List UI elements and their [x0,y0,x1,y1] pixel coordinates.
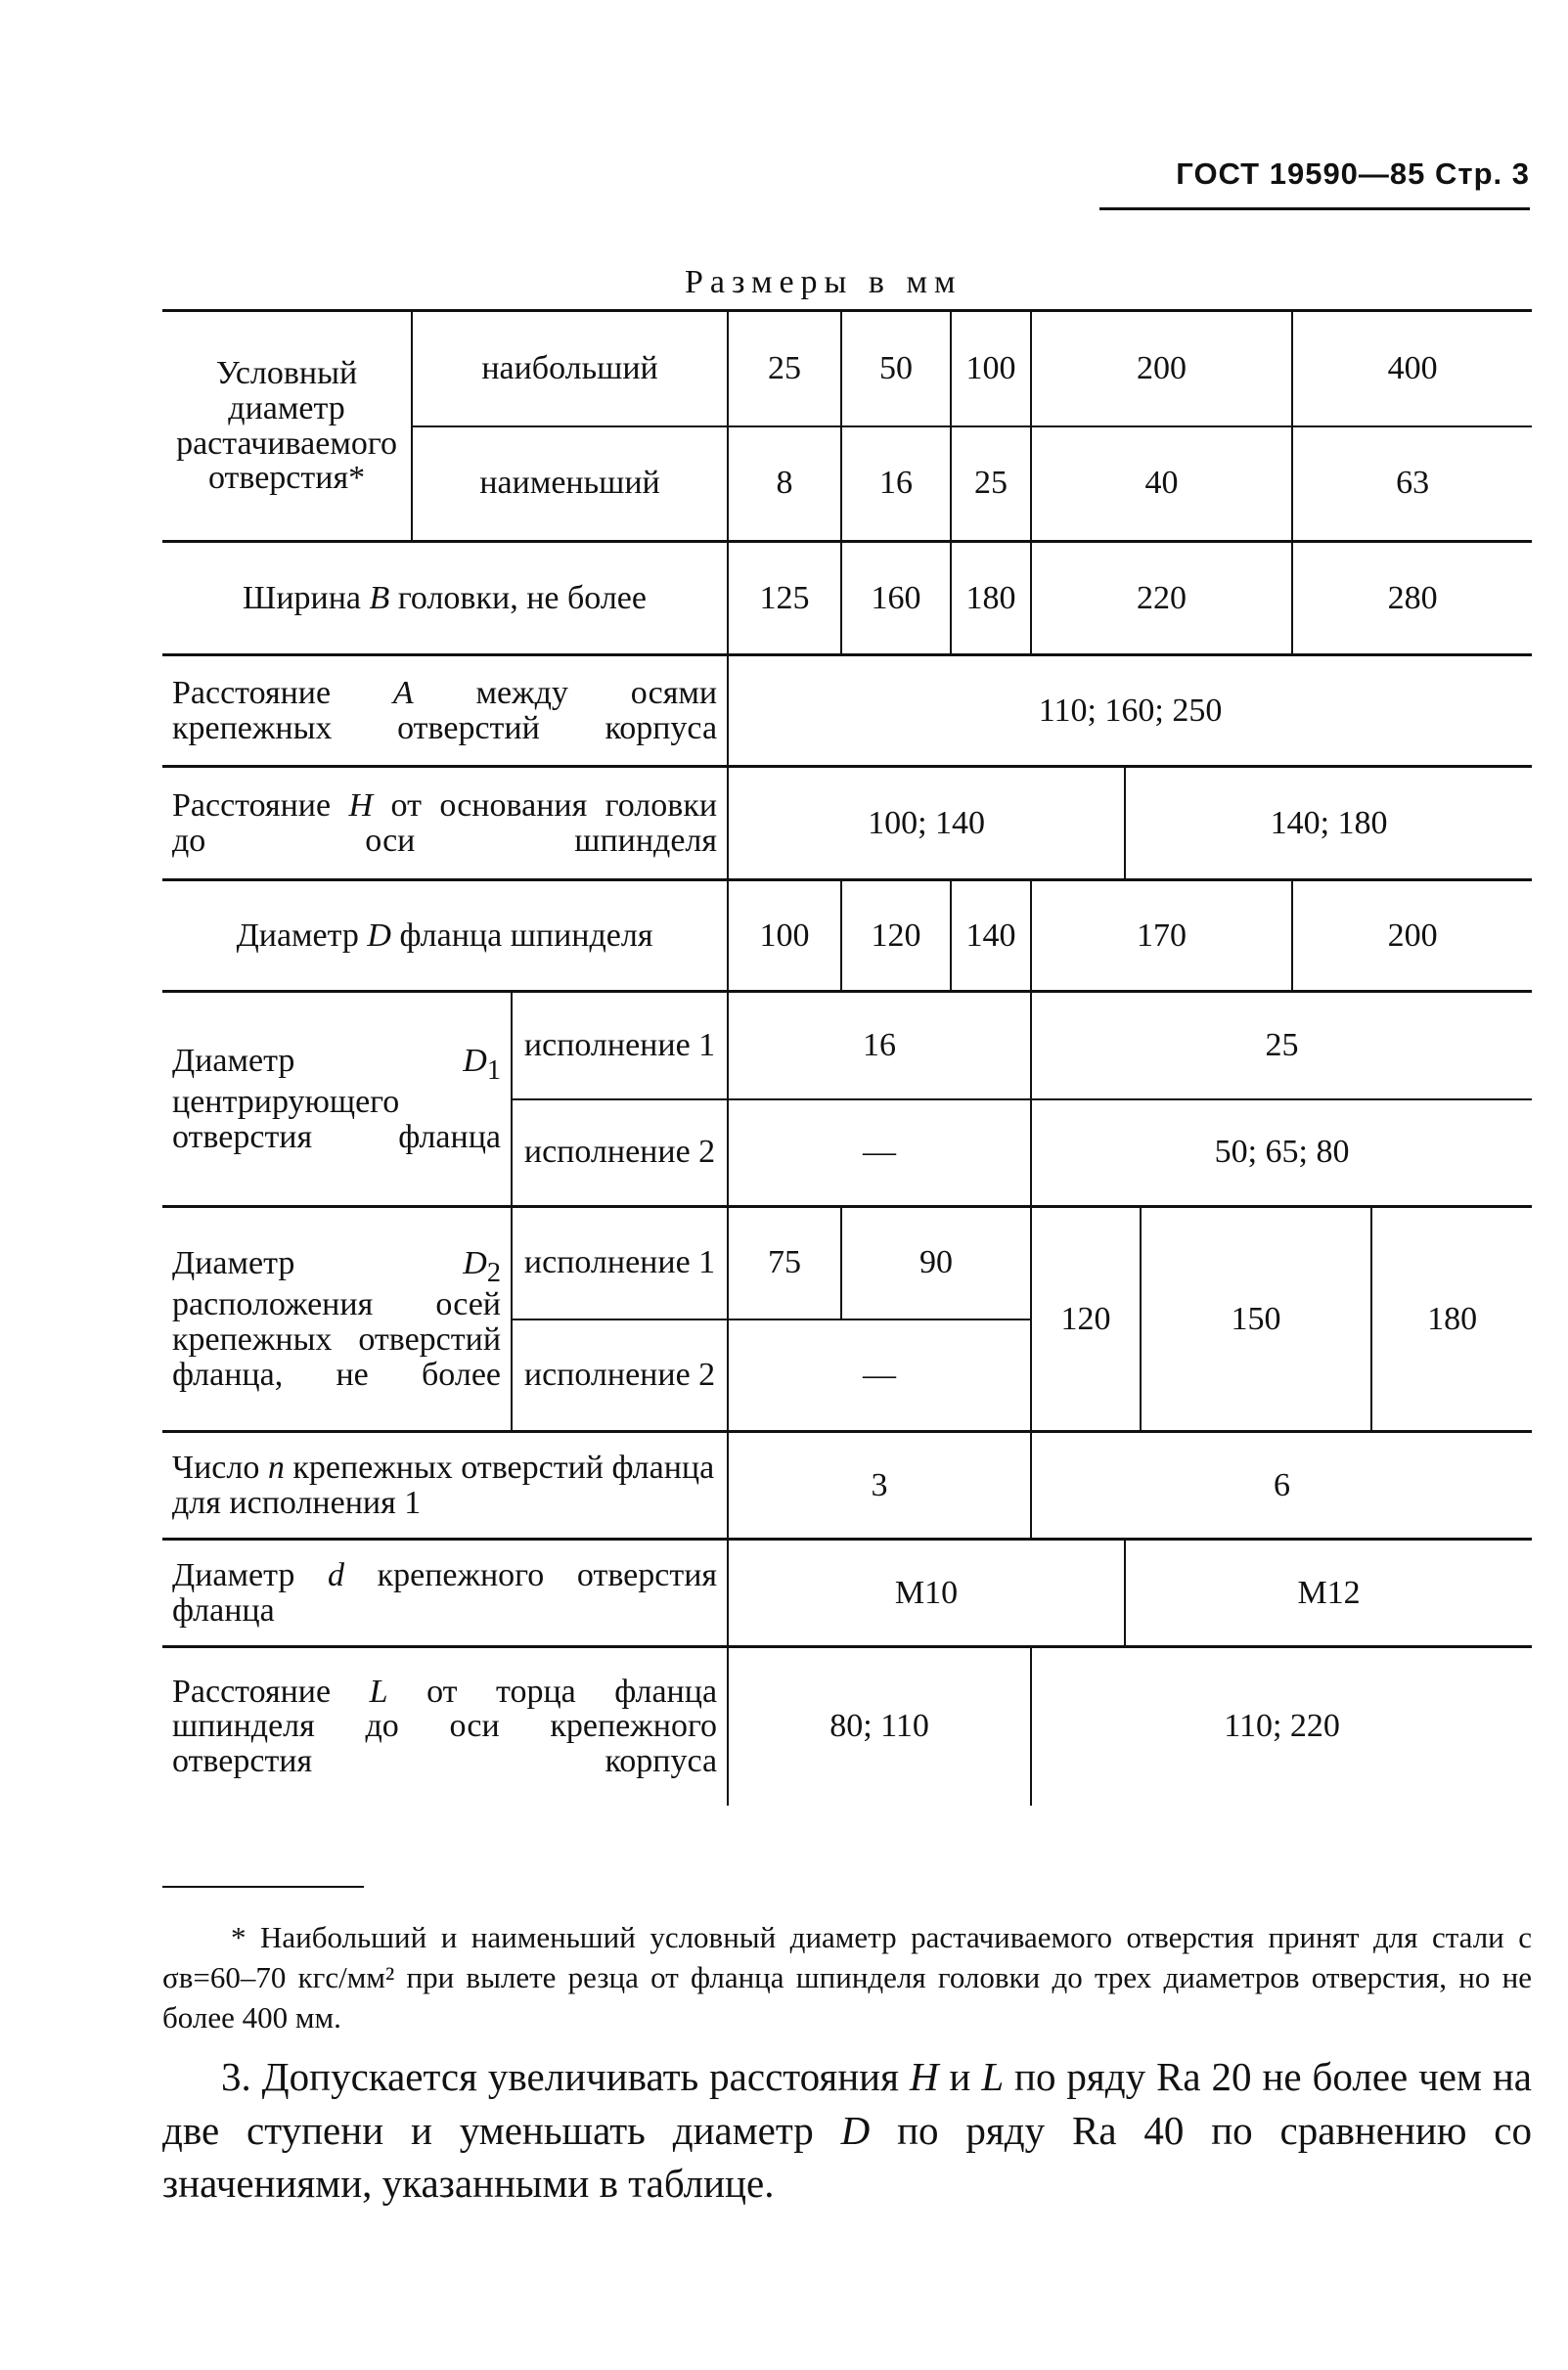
diam-d2-cell: — [728,1319,1031,1432]
diam-d-cell: 100 [728,880,841,992]
diameter-max-cell: 100 [951,311,1031,426]
row-dist-l [162,1647,1532,1806]
diameter-min-cell: 40 [1031,426,1292,542]
diameter-max-label: наибольший [412,311,728,426]
dist-l-cell: 80; 110 [728,1647,1031,1806]
diam-d2-common: 180 [1371,1207,1532,1432]
dist-a-label: Расстояние A между осями крепежных отверстий корпуса [162,655,728,767]
diam-d-label: Диаметр D фланца шпинделя [162,880,728,992]
footnote-rule [162,1886,364,1888]
diam-d2-ver2: исполнение 2 [512,1319,728,1432]
width-b-cell: 280 [1292,542,1532,655]
diameter-max-cell: 200 [1031,311,1292,426]
units-caption: Размеры в мм [685,264,963,300]
diameter-max-cell: 50 [841,311,951,426]
diam-small-d-label: Диаметр d крепежного отверстия фланца [162,1540,728,1647]
diameter-min-cell: 16 [841,426,951,542]
diam-small-d-cell: М12 [1125,1540,1532,1647]
row-count-n [162,1432,1532,1540]
dist-a-cell: 110; 160; 250 [728,655,1532,767]
diameter-min-cell: 63 [1292,426,1532,542]
paragraph-3: 3. Допускается увеличивать расстояния H и L по ряду Ra 20 не более чем на две ступени и уменьшать диаметр D по ряду Ra 40 по сравнению со значениями, указанными в таблице. [162,2054,1533,2207]
dist-h-label: Расстояние H от основания головки до оси шпинделя [162,767,728,880]
width-b-cell: 220 [1031,542,1292,655]
diameter-label: Условный диаметр растачиваемого отверстия* [162,311,412,542]
diam-d1-label: Диаметр $D_1$ центрирующего отверстия фланца [162,992,512,1207]
width-b-label: Ширина B головки, не более [162,542,728,655]
row-diameter-max [162,311,1532,426]
diam-d1-ver2: исполнение 2 [512,1099,728,1207]
page-header: ГОСТ 19590—85 Стр. 3 [1176,157,1530,191]
header-rule [1099,207,1530,210]
row-dist-h [162,767,1532,880]
count-n-label: Число n крепежных отверстий фланца для исполнения 1 [162,1432,728,1540]
spec-table [162,309,1532,1806]
diam-d1-cell: 25 [1031,992,1532,1099]
width-b-cell: 125 [728,542,841,655]
row-diam-d2-v1 [162,1207,1532,1319]
dist-h-cell: 100; 140 [728,767,1125,880]
footnote: * Наибольший и наименьший условный диаметр растачиваемого отверстия принят для стали с σв=60–70 кгс/мм² при вылете резца от фланца шпинделя головки до трех диаметров отверстия, но не более 400 мм. [162,1920,1532,2035]
row-diam-d1-v1 [162,992,1532,1099]
diam-d2-cell: 90 [841,1207,1031,1319]
row-diam-d [162,880,1532,992]
diam-d1-ver1: исполнение 1 [512,992,728,1099]
diameter-min-cell: 25 [951,426,1031,542]
diameter-max-cell: 25 [728,311,841,426]
diameter-min-label: наименьший [412,426,728,542]
dist-l-cell: 110; 220 [1031,1647,1532,1806]
diam-d2-common: 120 [1031,1207,1141,1432]
count-n-cell: 6 [1031,1432,1532,1540]
diam-d1-cell: 16 [728,992,1031,1099]
diam-d2-common: 150 [1141,1207,1371,1432]
row-width-b [162,542,1532,655]
dist-l-label: Расстояние L от торца фланца шпинделя до оси крепежного отверстия корпуса [162,1647,728,1806]
diam-d2-cell: 75 [728,1207,841,1319]
count-n-cell: 3 [728,1432,1031,1540]
width-b-cell: 180 [951,542,1031,655]
diam-d2-label: Диаметр $D_2$ расположения осей крепежных отверстий фланца, не более [162,1207,512,1432]
row-dist-a [162,655,1532,767]
diam-d1-cell: — [728,1099,1031,1207]
diam-d-cell: 200 [1292,880,1532,992]
diameter-max-cell: 400 [1292,311,1532,426]
diam-d2-ver1: исполнение 1 [512,1207,728,1319]
diam-small-d-cell: М10 [728,1540,1125,1647]
diameter-min-cell: 8 [728,426,841,542]
diam-d-cell: 170 [1031,880,1292,992]
diam-d1-cell: 50; 65; 80 [1031,1099,1532,1207]
diam-d-cell: 120 [841,880,951,992]
width-b-cell: 160 [841,542,951,655]
dist-h-cell: 140; 180 [1125,767,1532,880]
spec-table-wrap [162,309,1532,1806]
row-diam-small-d [162,1540,1532,1647]
diam-d-cell: 140 [951,880,1031,992]
